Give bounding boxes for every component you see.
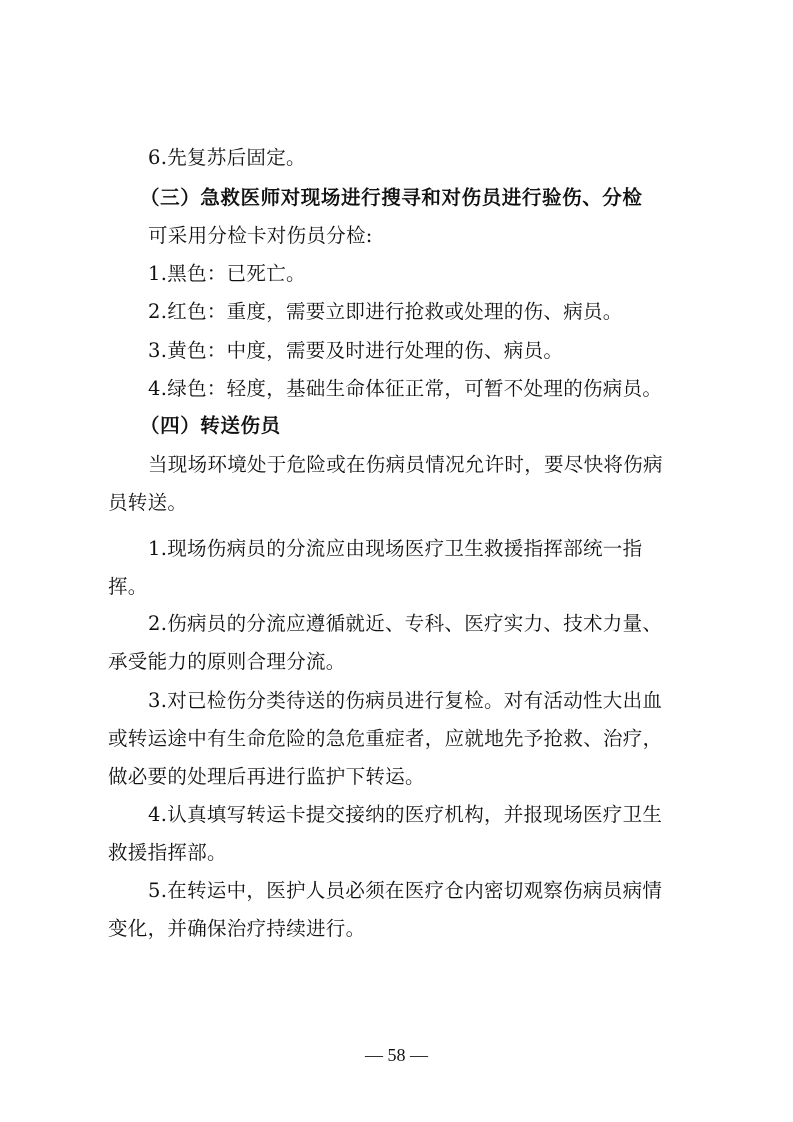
list-item: 4.绿色：轻度，基础生命体征正常，可暂不处理的伤病员。 [148,377,663,400]
section-heading-4: （四）转送伤员 [140,414,281,437]
section-heading-3: （三）急救医师对现场进行搜寻和对伤员进行验伤、分检 [140,186,643,209]
paragraph-line: 救援指挥部。 [108,841,227,864]
paragraph-line: 1.现场伤病员的分流应由现场医疗卫生救援指挥部统一指 [148,537,643,560]
paragraph-line: 5.在转运中，医护人员必须在医疗仓内密切观察伤病员病情 [148,879,663,902]
paragraph-line: 3.对已检伤分类待送的伤病员进行复检。对有活动性大出血 [148,689,663,712]
paragraph-line: 员转送。 [108,491,188,514]
paragraph-line: 变化，并确保治疗持续进行。 [108,917,366,940]
paragraph-line: 挥。 [108,575,148,598]
text-line: 可采用分检卡对伤员分检: [148,224,373,247]
paragraph-line: 做必要的处理后再进行监护下转运。 [108,765,425,788]
text-line: 6.先复苏后固定。 [148,146,306,169]
list-item: 1.黑色：已死亡。 [148,262,306,285]
list-item: 2.红色：重度，需要立即进行抢救或处理的伤、病员。 [148,300,623,323]
page-number: — 58 — [365,1045,428,1065]
paragraph-line: 或转运途中有生命危险的急危重症者，应就地先予抢救、治疗， [108,727,663,750]
paragraph-line: 承受能力的原则合理分流。 [108,650,346,673]
paragraph-line: 4.认真填写转运卡提交接纳的医疗机构，并报现场医疗卫生 [148,803,663,826]
list-item: 3.黄色：中度，需要及时进行处理的伤、病员。 [148,339,564,362]
paragraph-line: 当现场环境处于危险或在伤病员情况允许时，要尽快将伤病 [148,453,663,476]
paragraph-line: 2.伤病员的分流应遵循就近、专科、医疗实力、技术力量、 [148,612,663,635]
